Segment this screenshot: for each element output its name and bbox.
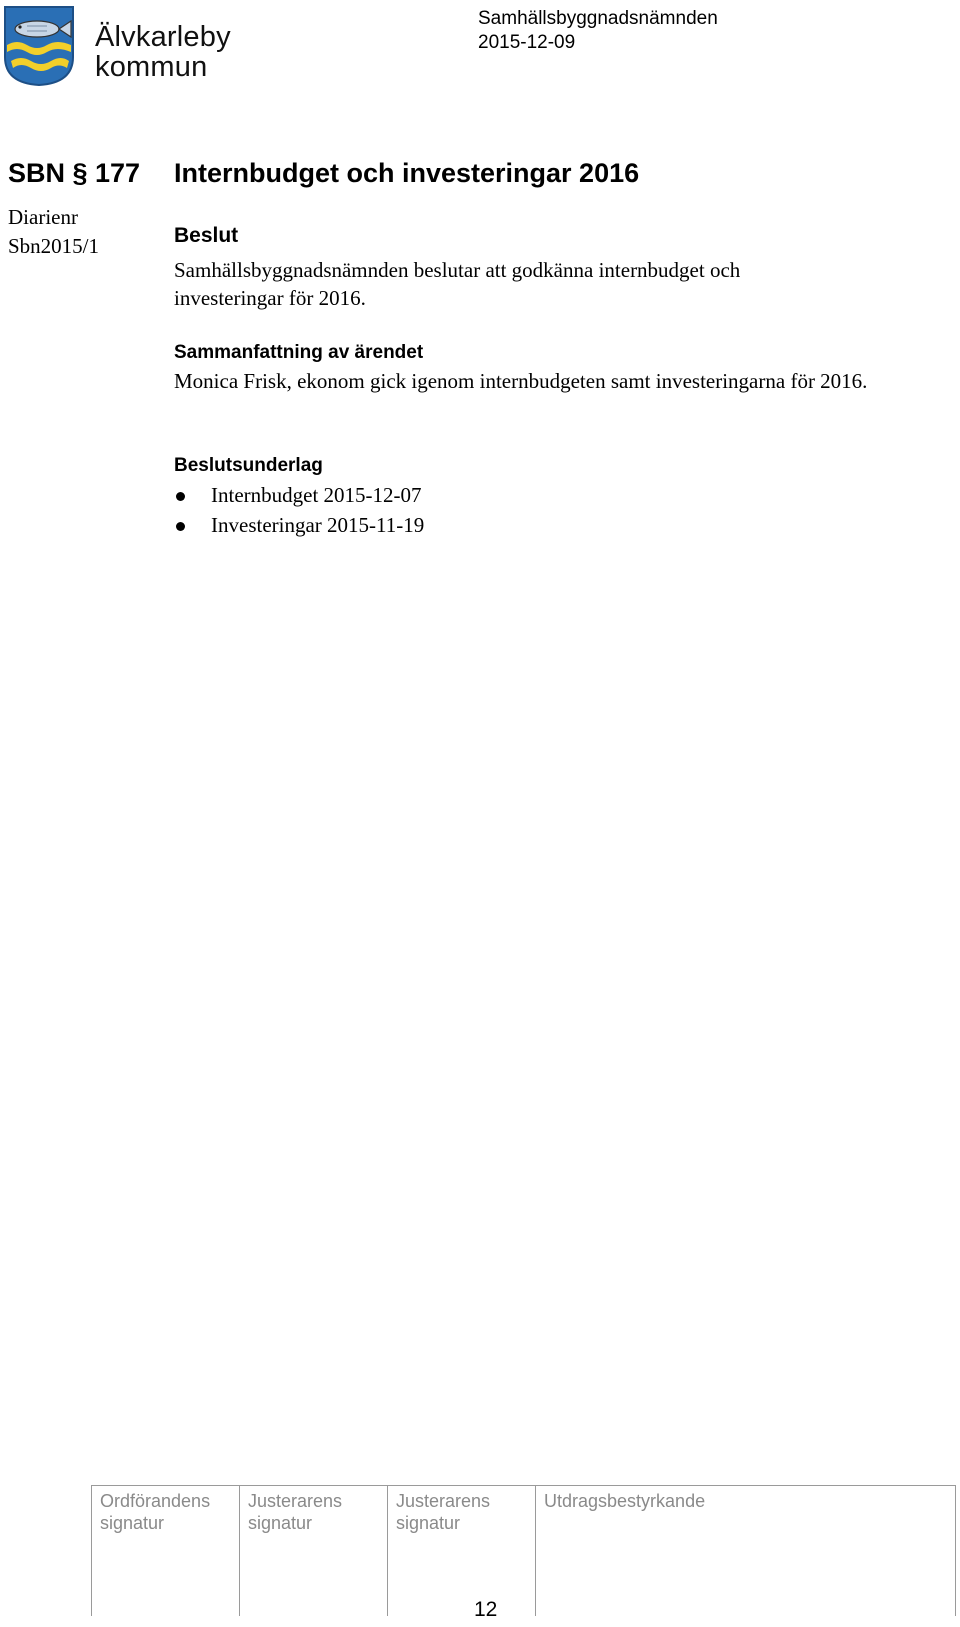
signature-cell-label: Ordförandens [100, 1491, 211, 1511]
decision-basis-list [174, 480, 944, 540]
municipality-name [95, 22, 231, 82]
beslut-text: Samhällsbyggnadsnämnden beslutar att godkänna internbudget och investeringar för 2016. [174, 258, 741, 310]
list-item [174, 480, 944, 510]
signature-cell-label: Justerarens [248, 1491, 343, 1511]
municipality-name-line1: Älvkarleby [95, 21, 231, 53]
signature-cell-sublabel: signatur [100, 1513, 165, 1533]
beslut-heading: Beslut [174, 224, 239, 247]
signature-cell-label: Utdragsbestyrkande [544, 1491, 706, 1511]
summary-heading: Sammanfattning av ärendet [174, 342, 424, 363]
signature-cell-sublabel: signatur [248, 1513, 313, 1533]
list-item [174, 510, 944, 540]
signature-cell-certification [535, 1486, 955, 1616]
signature-table [91, 1485, 956, 1616]
summary-text: Monica Frisk, ekonom gick igenom internbudgeten samt investeringarna för 2016. [174, 369, 868, 393]
committee-name: Samhällsbyggnadsnämnden [478, 8, 718, 29]
list-item-text: Investeringar 2015-11-19 [211, 513, 425, 537]
signature-cell-sublabel: signatur [396, 1513, 461, 1533]
diarie-label: Diarienr [8, 205, 78, 229]
signature-cell-label: Justerarens [396, 1491, 491, 1511]
signature-cell-adjuster-2 [387, 1486, 535, 1616]
page-number: 12 [474, 1598, 498, 1621]
section-title: Internbudget och investeringar 2016 [174, 158, 640, 188]
municipality-coat-of-arms-icon [3, 5, 75, 87]
signature-cell-adjuster-1 [239, 1486, 387, 1616]
header-meta [478, 7, 718, 55]
bullet-icon [176, 522, 185, 531]
bullet-icon [176, 492, 185, 501]
meeting-date: 2015-12-09 [478, 32, 576, 53]
list-item-text: Internbudget 2015-12-07 [211, 483, 422, 507]
municipality-name-line2: kommun [95, 51, 208, 83]
diarie-block [8, 203, 99, 261]
section-number: SBN § 177 [8, 158, 141, 188]
diarie-value: Sbn2015/1 [8, 234, 100, 258]
signature-cell-chair [91, 1486, 239, 1616]
decision-basis-heading: Beslutsunderlag [174, 455, 323, 476]
